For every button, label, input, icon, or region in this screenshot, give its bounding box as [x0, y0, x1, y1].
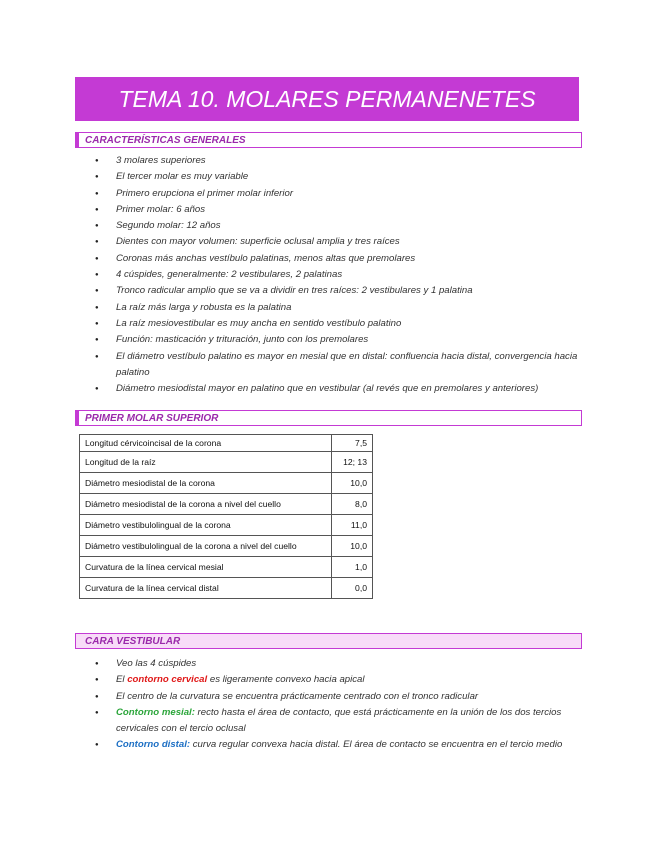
general-list — [95, 153, 585, 397]
list-item: ● Veo las 4 cúspides — [95, 656, 585, 672]
list-item — [95, 737, 585, 753]
table-row — [80, 557, 373, 578]
measurements-table — [79, 434, 373, 599]
list-item: ● El tercer molar es muy variable — [95, 169, 585, 185]
row-value: 11,0 — [332, 515, 373, 536]
row-label: Diámetro mesiodistal de la corona a nivel del cuello — [80, 494, 332, 515]
highlight-mesial: Contorno mesial: — [116, 706, 195, 718]
row-label: Curvatura de la línea cervical mesial — [80, 557, 332, 578]
list-item: ● 4 cúspides, generalmente: 2 vestibulares, 2 palatinas — [95, 267, 585, 283]
row-value: 10,0 — [332, 473, 373, 494]
item-text: El — [116, 674, 128, 686]
list-item: ● Dientes con mayor volumen: superficie oclusal amplia y tres raíces — [95, 234, 585, 250]
list-item: ● Primero erupciona el primer molar inferior — [95, 186, 585, 202]
table-row — [80, 578, 373, 599]
list-item: ● La raíz más larga y robusta es la palatina — [95, 300, 585, 316]
table-row — [80, 515, 373, 536]
list-item: ● Coronas más anchas vestíbulo palatinas, menos altas que premolares — [95, 251, 585, 267]
row-label: Curvatura de la línea cervical distal — [80, 578, 332, 599]
item-text: es ligeramente convexo hacia apical — [207, 674, 365, 686]
section-heading-vestibular: CARA VESTIBULAR — [75, 633, 582, 649]
row-value: 10,0 — [332, 536, 373, 557]
section-heading-first-molar: PRIMER MOLAR SUPERIOR — [75, 410, 582, 426]
row-label: Diámetro vestibulolingual de la corona — [80, 515, 332, 536]
row-label: Diámetro mesiodistal de la corona — [80, 473, 332, 494]
row-value: 7,5 — [332, 435, 373, 452]
row-value: 8,0 — [332, 494, 373, 515]
list-item: ● El centro de la curvatura se encuentra prácticamente centrado con el tronco radicular — [95, 689, 585, 705]
highlight-cervical: contorno cervical — [127, 674, 208, 686]
table-row — [80, 473, 373, 494]
list-item: ● Diámetro mesiodistal mayor en palatino que en vestibular (al revés que en premolares y anteriores) — [95, 381, 585, 397]
highlight-distal: Contorno distal: — [116, 739, 191, 751]
row-value: 0,0 — [332, 578, 373, 599]
item-text: recto hasta el área de contacto, que está prácticamente en la unión de los dos tercios cervicales con el tercio oclusal — [116, 706, 562, 735]
list-item — [95, 705, 585, 738]
row-value: 1,0 — [332, 557, 373, 578]
table-row — [80, 494, 373, 515]
list-item: ● La raíz mesiovestibular es muy ancha en sentido vestíbulo palatino — [95, 316, 585, 332]
vestibular-list — [95, 656, 585, 754]
row-label: Longitud cérvicoincisal de la corona — [80, 435, 332, 452]
list-item: ● El diámetro vestíbulo palatino es mayor en mesial que en distal: confluencia hacia distal, convergencia hacia palatino — [95, 349, 585, 382]
list-item: ● Segundo molar: 12 años — [95, 218, 585, 234]
list-item: ● Función: masticación y trituración, junto con los premolares — [95, 332, 585, 348]
row-value: 12; 13 — [332, 452, 373, 473]
list-item: ● Primer molar: 6 años — [95, 202, 585, 218]
item-text: curva regular convexa hacia distal. El área de contacto se encuentra en el tercio medio — [190, 739, 563, 751]
table-row — [80, 452, 373, 473]
list-item: ● Tronco radicular amplio que se va a dividir en tres raíces: 2 vestibulares y 1 palatina — [95, 283, 585, 299]
row-label: Diámetro vestibulolingual de la corona a nivel del cuello — [80, 536, 332, 557]
list-item — [95, 672, 585, 688]
table-row — [80, 536, 373, 557]
table-row — [80, 435, 373, 452]
page-title: TEMA 10. MOLARES PERMANENETES — [75, 77, 579, 121]
row-label: Longitud de la raíz — [80, 452, 332, 473]
section-heading-general: CARACTERÍSTICAS GENERALES — [75, 132, 582, 148]
list-item: ● 3 molares superiores — [95, 153, 585, 169]
